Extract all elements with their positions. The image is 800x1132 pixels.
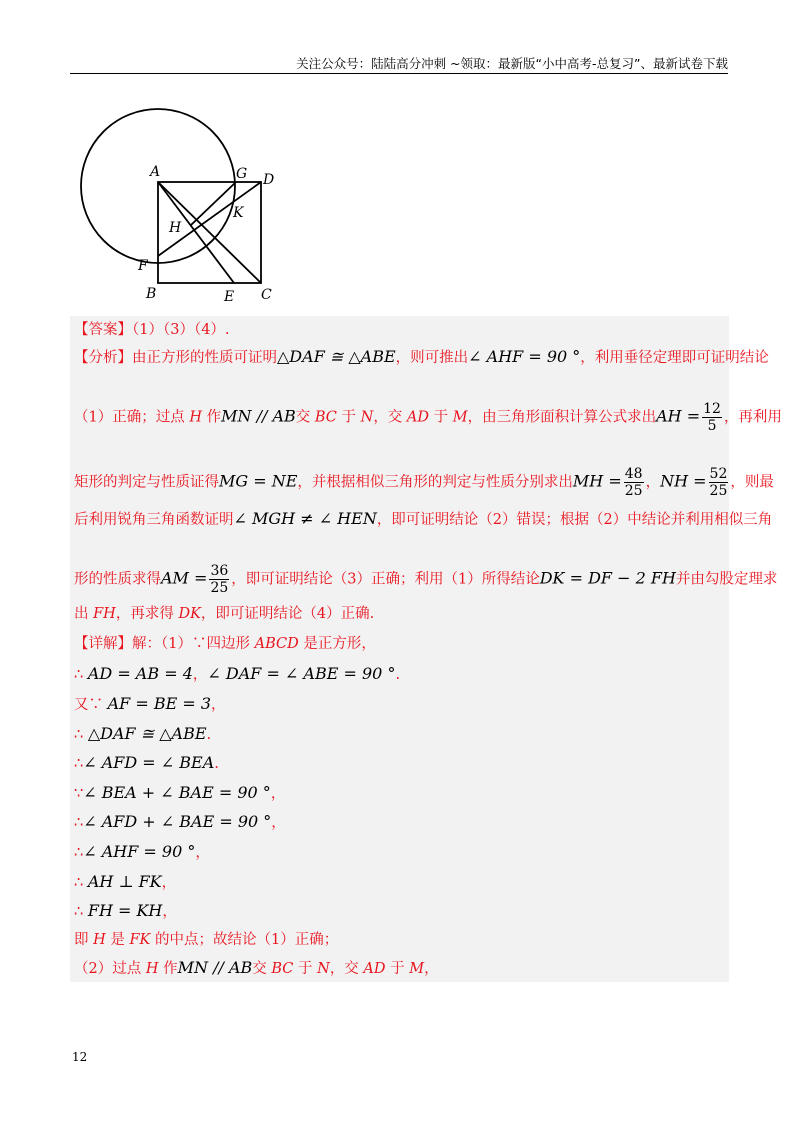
text: 交 xyxy=(252,961,272,977)
math: DK = DF − 2 FH xyxy=(539,568,676,588)
text: 由正方形的性质可证明 xyxy=(132,350,277,366)
text: ，则最 xyxy=(730,474,774,491)
text: FK xyxy=(129,932,151,948)
math: ∠ AHF = 90 ° xyxy=(83,842,196,861)
analysis-tag: 【分析】 xyxy=(74,350,132,366)
math: ∠ DAF = ∠ ABE = 90 ° xyxy=(207,664,396,683)
text: 于 xyxy=(429,409,453,426)
fraction xyxy=(702,401,722,434)
text: ，交 xyxy=(373,409,407,426)
fraction xyxy=(624,466,644,499)
text: FH xyxy=(93,606,116,622)
analysis-line-4 xyxy=(74,509,772,530)
text: ，再求得 xyxy=(115,606,179,622)
fraction-numerator: 12 xyxy=(703,401,721,417)
text: ， xyxy=(192,667,208,683)
text: ，即可证明结论（2）错误；根据（2）中结论并利用相似三角 xyxy=(376,512,773,528)
text: 又∵ xyxy=(74,697,108,713)
text: AD xyxy=(363,961,386,977)
text: ∴ xyxy=(74,667,88,683)
detail-line-2 xyxy=(74,664,400,685)
detail-line-3 xyxy=(74,694,226,715)
math: △DAF ≅ △ABE xyxy=(87,724,207,743)
label-k: K xyxy=(233,205,244,221)
page-number: 12 xyxy=(72,1050,88,1064)
math: ∠ AFD + ∠ BAE = 90 ° xyxy=(83,812,272,831)
text: AD xyxy=(406,409,430,426)
math: MN // AB xyxy=(221,406,296,426)
math: ∠ MGH ≠ ∠ HEN xyxy=(233,509,377,528)
math: MH = xyxy=(572,471,622,491)
math: MN // AB xyxy=(177,958,253,977)
text: ， xyxy=(270,786,286,802)
text: . xyxy=(206,727,212,743)
text: 于 xyxy=(293,961,318,977)
text: 交 xyxy=(295,409,315,426)
answer-tag: 【答案】 xyxy=(74,322,132,338)
text: ， xyxy=(161,875,177,891)
label-a: A xyxy=(150,164,161,180)
fraction-denominator: 25 xyxy=(709,483,728,499)
detail-tag: 【详解】 xyxy=(74,636,132,652)
text: 后利用锐角三角函数证明 xyxy=(74,512,234,528)
text: H xyxy=(189,409,202,426)
text: ，即可证明结论（3）正确；利用（1）所得结论 xyxy=(231,571,540,588)
math: AM = xyxy=(161,568,208,588)
text: （2）过点 xyxy=(74,961,146,977)
text: 即 xyxy=(74,932,94,948)
label-g: G xyxy=(236,166,248,182)
math: △DAF ≅ △ABE xyxy=(277,347,396,366)
text: H xyxy=(145,961,159,977)
label-d: D xyxy=(263,172,275,188)
detail-line-8 xyxy=(74,842,210,863)
text: ∵ xyxy=(74,786,84,802)
segment-f-d xyxy=(158,182,261,256)
fraction-denominator: 25 xyxy=(624,483,643,499)
label-f: F xyxy=(138,258,148,274)
text: ∴ xyxy=(74,845,84,861)
text: N xyxy=(317,961,330,977)
text: ，再利用 xyxy=(723,409,782,426)
text: ∴ xyxy=(74,756,84,772)
text: . xyxy=(395,667,401,683)
text: ， xyxy=(271,815,286,831)
text: ， xyxy=(424,961,439,977)
text: ∴ xyxy=(74,727,88,743)
math: AH = xyxy=(656,406,701,426)
segment-h-g xyxy=(191,182,236,225)
text: 作 xyxy=(202,409,222,426)
detail-line-11 xyxy=(74,930,338,950)
math: ∠ AHF = 90 ° xyxy=(468,347,581,366)
text: M xyxy=(452,409,468,426)
text: H xyxy=(93,932,106,948)
fraction-numerator: 52 xyxy=(709,466,728,482)
geometry-figure xyxy=(70,104,310,310)
detail-line-6 xyxy=(74,783,285,804)
text: N xyxy=(360,409,374,426)
detail-line-10 xyxy=(74,901,177,922)
label-e: E xyxy=(224,289,235,305)
label-h: H xyxy=(169,220,182,236)
answer-line xyxy=(74,320,230,340)
fraction xyxy=(709,466,729,499)
text: 作 xyxy=(158,961,178,977)
text: ABCD xyxy=(254,636,299,652)
text: 于 xyxy=(385,961,410,977)
math: NH = xyxy=(660,471,707,491)
fraction-denominator: 5 xyxy=(707,418,717,434)
text: ，则可推出 xyxy=(395,350,469,366)
text: 的中点；故结论（1）正确； xyxy=(150,932,339,948)
analysis-line-6 xyxy=(74,604,374,624)
math: AF = BE = 3 xyxy=(107,694,212,713)
text: M xyxy=(409,961,425,977)
answer-text: （1）（3）（4）. xyxy=(132,322,230,338)
text: ∴ xyxy=(74,815,84,831)
math: FH = KH xyxy=(87,901,163,920)
text: 并由勾股定理求 xyxy=(675,571,778,588)
detail-line-4 xyxy=(74,724,211,745)
text: ， xyxy=(211,697,226,713)
fraction-denominator: 25 xyxy=(210,580,229,596)
text: . xyxy=(214,756,219,772)
analysis-line-2 xyxy=(74,401,782,434)
detail-line-7 xyxy=(74,812,286,833)
detail-line-1 xyxy=(74,634,376,654)
header-rule xyxy=(70,73,728,74)
analysis-line-3 xyxy=(74,466,774,499)
text: ，利用垂径定理即可证明结论 xyxy=(580,350,769,366)
math: ∠ AFD = ∠ BEA xyxy=(83,753,215,772)
analysis-line-1 xyxy=(74,347,769,368)
text: ， xyxy=(645,474,661,491)
detail-line-5 xyxy=(74,753,219,774)
label-b: B xyxy=(146,286,157,302)
fraction-numerator: 36 xyxy=(210,563,229,579)
text: 解：（1）∵四边形 xyxy=(132,636,255,652)
text: 是 xyxy=(105,932,130,948)
fraction-numerator: 48 xyxy=(624,466,643,482)
detail-line-12 xyxy=(74,958,439,979)
text: 出 xyxy=(74,606,94,622)
page-header: 关注公众号：陆陆高分冲刺 ~领取：最新版“小中高考-总复习”、最新试卷下载 xyxy=(296,56,728,71)
text: ，由三角形面积计算公式求出 xyxy=(467,409,657,426)
text: BC xyxy=(271,961,294,977)
math: MG = NE xyxy=(219,471,298,491)
text: DK xyxy=(178,606,201,622)
text: ∴ xyxy=(74,875,88,891)
text: 于 xyxy=(336,409,361,426)
text: ，并根据相似三角形的判定与性质分别求出 xyxy=(297,474,573,491)
text: ，交 xyxy=(329,961,364,977)
math: AD = AB = 4 xyxy=(87,664,193,683)
text: 形的性质求得 xyxy=(74,571,161,588)
text: ，即可证明结论（4）正确. xyxy=(200,606,375,622)
text: ， xyxy=(195,845,210,861)
detail-line-9 xyxy=(74,872,176,893)
text: BC xyxy=(314,409,337,426)
analysis-line-5 xyxy=(74,563,777,596)
text: 矩形的判定与性质证得 xyxy=(74,474,219,491)
math: AH ⊥ FK xyxy=(87,872,162,891)
math: ∠ BEA + ∠ BAE = 90 ° xyxy=(83,783,271,802)
text: ∴ xyxy=(74,904,88,920)
text: 是正方形， xyxy=(298,636,376,652)
text: （1）正确；过点 xyxy=(74,409,190,426)
fraction xyxy=(209,563,229,596)
text: ， xyxy=(162,904,177,920)
label-c: C xyxy=(261,287,272,303)
